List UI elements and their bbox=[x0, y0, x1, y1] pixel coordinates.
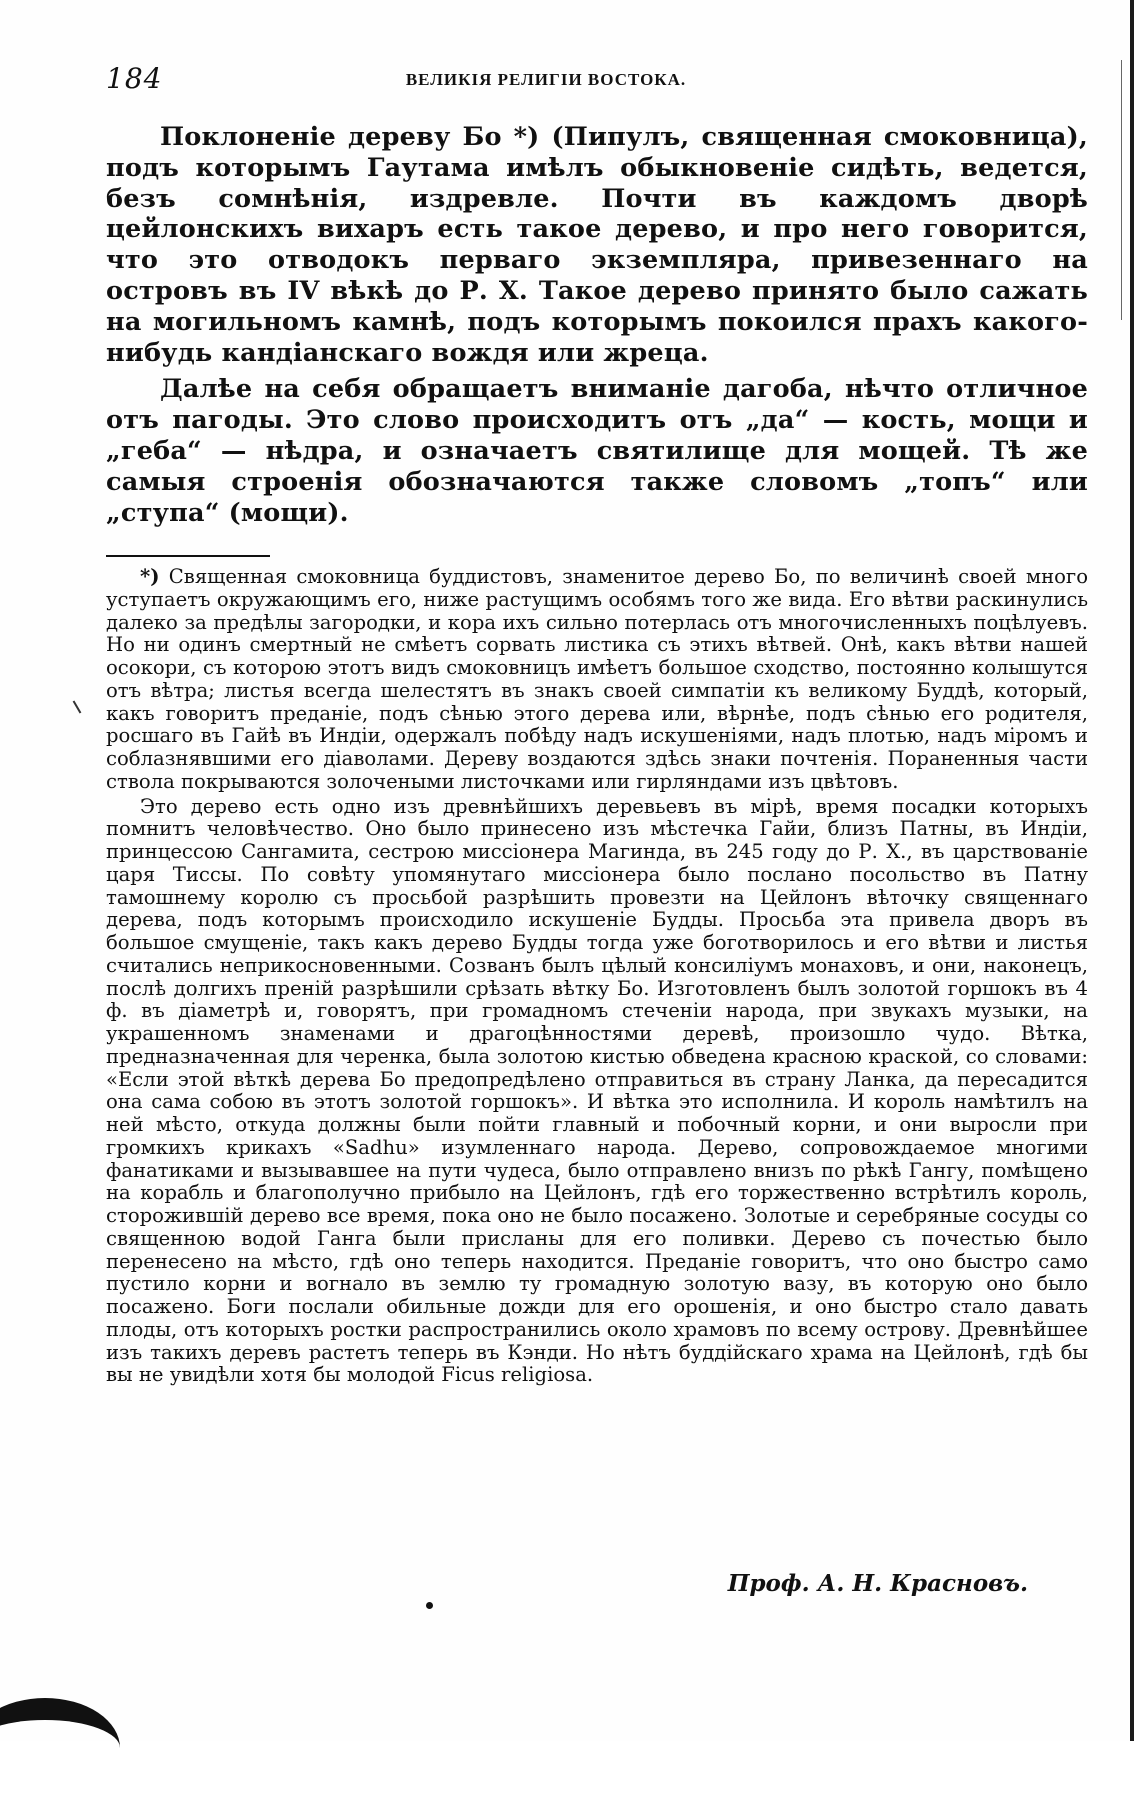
footnote-text: Священная смоковница буддистовъ, знаменитое дерево Бо, по величинѣ своей много уступаетъ окружающимъ его, ниже растущимъ особямъ того же вида. Его вѣтви раскинулись далеко за предѣлы загородки, и кора ихъ сильно потерлась отъ многочисленныхъ поцѣлуевъ. Но ни одинъ смертный не смѣетъ сорвать листика съ этихъ вѣтвей. Онѣ, какъ вѣтви нашей осокори, съ которою этотъ видъ смоковницъ имѣетъ большое сходство, постоянно колышутся отъ вѣтра; листья всегда шелестятъ въ знакъ своей симпатіи къ великому Буддѣ, который, какъ говоритъ преданіе, подъ сѣнью этого дерева или, вѣрнѣе, подъ сѣнью его родителя, росшаго въ Гайѣ въ Индіи, одержалъ побѣду надъ искушеніями, надъ плотью, надъ міромъ и соблазнявшими его діаволами. Дереву воздаются здѣсь знаки почтенія. Пораненныя части ствола покрываются золочеными листочками или гирляндами изъ цвѣтовъ. bbox=[106, 565, 1088, 793]
author-signature: Проф. А. Н. Красновъ. bbox=[727, 1570, 1028, 1597]
page-number: 184 bbox=[106, 62, 163, 95]
footnote-separator bbox=[106, 555, 270, 557]
ink-spot bbox=[426, 1602, 433, 1609]
scan-artifact bbox=[0, 1698, 120, 1798]
main-paragraph: Поклоненіе дереву Бо *) (Пипулъ, священная смоковница), подъ которымъ Гаутама имѣлъ обыкновеніе сидѣть, ведется, безъ сомнѣнія, издревле. Почти въ каждомъ дворѣ цейлонскихъ вихаръ есть такое дерево, и про него говорится, что это отводокъ перваго экземпляра, привезеннаго на островъ въ IV вѣкѣ до Р. Х. Такое дерево принято было сажать на могильномъ камнѣ, подъ которымъ покоился прахъ какого-нибудь кандіанскаго вождя или жреца. bbox=[106, 122, 1088, 368]
main-paragraph: Далѣе на себя обращаетъ вниманіе дагоба, нѣчто отличное отъ пагоды. Это слово происходитъ отъ „да“ — кость, мощи и „геба“ — нѣдра, и означаетъ святилище для мощей. Тѣ же самыя строенія обозначаются также словомъ „топъ“ или „ступа“ (мощи). bbox=[106, 374, 1088, 528]
page-edge-line bbox=[1121, 60, 1122, 320]
stray-mark bbox=[73, 700, 82, 713]
main-text bbox=[106, 122, 1088, 534]
page-header bbox=[106, 62, 986, 102]
footnote-marker: *) bbox=[140, 565, 160, 588]
footnote-paragraph: Это дерево есть одно изъ древнѣйшихъ деревьевъ въ мірѣ, время посадки которыхъ помнитъ человѣчество. Оно было принесено изъ мѣстечка Гайи, близъ Патны, въ Индіи, принцессою Сангамита, сестрою миссіонера Магинда, въ 245 году до Р. Х., въ царствованіе царя Тиссы. По совѣту упомянутаго миссіонера было послано посольство въ Патну тамошнему королю съ просьбой разрѣшить провезти на Цейлонъ вѣточку священнаго дерева, подъ которымъ происходило искушеніе Будды. Просьба эта привела дворъ въ большое смущеніе, такъ какъ дерево Будды тогда уже боготворилось и его вѣтви и листья считались неприкосновенными. Созванъ былъ цѣлый консиліумъ монаховъ, и они, наконецъ, послѣ долгихъ преній разрѣшили срѣзать вѣтку Бо. Изготовленъ былъ золотой горшокъ въ 4 ф. въ діаметрѣ и, говорятъ, при громадномъ стеченіи народа, при звукахъ музыки, на украшенномъ знаменами и драгоцѣнностями деревѣ, произошло чудо. Вѣтка, предназначенная для черенка, была золотою кистью обведена красною краской, со словами: «Если этой вѣткѣ дерева Бо предопредѣлено отправиться въ страну Ланка, да пересадится она сама собою въ этотъ золотой горшокъ». И вѣтка это исполнила. И король намѣтилъ на ней мѣсто, откуда должны были пойти главный и побочный корни, и они выросли при громкихъ крикахъ «Sadhu» изумленнаго народа. Дерево, сопровождаемое многими фанатиками и вызывавшее на пути чудеса, было отправлено внизъ по рѣкѣ Гангу, помѣщено на корабль и благополучно прибыло на Цейлонъ, гдѣ его торжественно встрѣтилъ король, сторожившій дерево все время, пока оно не было посажено. Золотые и серебряные сосуды со священною водой Ганга были присланы для его поливки. Дерево съ почестью было перенесено на мѣсто, гдѣ оно теперь находится. Преданіе говоритъ, что оно быстро само пустило корни и вогнало въ землю ту громадную золотую вазу, въ которую оно было посажено. Боги послали обильные дожди для его орошенія, и оно быстро стало давать плоды, отъ которыхъ ростки распространились около храмовъ по всему острову. Древнѣйшее изъ такихъ деревъ растетъ теперь въ Кэнди. Но нѣтъ буддійскаго храма на Цейлонѣ, гдѣ бы вы не увидѣли хотя бы молодой Ficus religiosa. bbox=[106, 794, 1088, 1387]
running-title: ВЕЛИКІЯ РЕЛИГІИ ВОСТОКА. bbox=[405, 70, 687, 89]
footnote-paragraph bbox=[106, 566, 1088, 794]
page-edge-shadow bbox=[1130, 0, 1134, 1741]
footnote bbox=[106, 566, 1088, 1389]
